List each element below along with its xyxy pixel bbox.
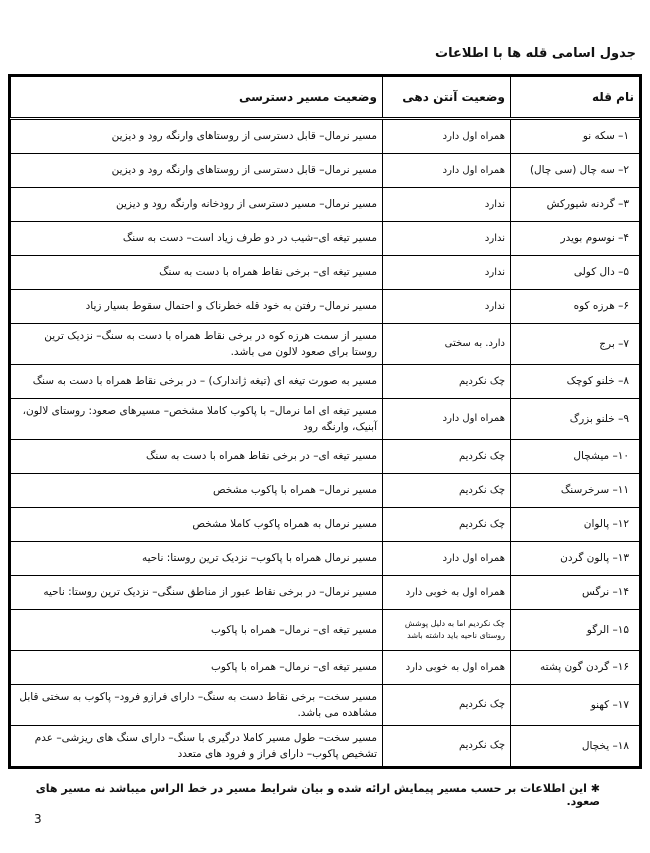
- route-status: مسیر نرمال– قابل دسترسی از روستاهای وارنگه رود و دیزین: [11, 154, 383, 188]
- table-row: [11, 399, 640, 440]
- peak-name: ۳– گردنه شیورکش: [511, 188, 640, 222]
- peak-name: ۱۷– کهنو: [511, 685, 640, 726]
- peak-name: ۱۳– پالون گردن: [511, 542, 640, 576]
- peak-name: ۱۸– یخچال: [511, 726, 640, 767]
- peak-name: ۱۲– پالوان: [511, 508, 640, 542]
- antenna-status: همراه اول به خوبی دارد: [383, 651, 511, 685]
- route-status: مسیر به صورت تیغه ای (تیغه ژاندارک) – در برخی نقاط همراه با دست به سنگ: [11, 365, 383, 399]
- page-title: جدول اسامی قله ها با اطلاعات: [435, 46, 636, 61]
- peak-name: ۲– سه چال (سی چال): [511, 154, 640, 188]
- antenna-status: دارد. به سختی: [383, 324, 511, 365]
- route-status: مسیر نرمال– همراه با پاکوب مشخص: [11, 474, 383, 508]
- antenna-status: همراه اول دارد: [383, 154, 511, 188]
- table-row: [11, 119, 640, 154]
- route-status: مسیر تیغه ای– نرمال– همراه با پاکوب: [11, 651, 383, 685]
- table-row: [11, 576, 640, 610]
- peak-name: ۱۵– الرگو: [511, 610, 640, 651]
- route-status: مسیر تیغه ای–شیب در دو طرف زیاد است– دست به سنگ: [11, 222, 383, 256]
- antenna-status: چک نکردیم: [383, 365, 511, 399]
- route-status: مسیر تیغه ای– نرمال– همراه با پاکوب: [11, 610, 383, 651]
- peak-name: ۱۶– گردن گون پشته: [511, 651, 640, 685]
- table-row: [11, 324, 640, 365]
- peak-name: ۱۱– سرخرسنگ: [511, 474, 640, 508]
- route-status: مسیر نرمال– مسیر دسترسی از رودخانه وارنگه رود و دیزین: [11, 188, 383, 222]
- peak-name: ۵– دال کولی: [511, 256, 640, 290]
- peak-name: ۱– سکه نو: [511, 119, 640, 154]
- peak-name: ۱۴– نرگس: [511, 576, 640, 610]
- page-number: 3: [34, 812, 42, 826]
- table-row: [11, 256, 640, 290]
- route-status: مسیر تیغه ای اما نرمال– با پاکوب کاملا مشخص– مسیرهای صعود: روستای لالون، آبنیک، وارنگه رود: [11, 399, 383, 440]
- peak-name: ۱۰– میشچال: [511, 440, 640, 474]
- peak-name: ۷– برج: [511, 324, 640, 365]
- peak-name: ۶– هرزه کوه: [511, 290, 640, 324]
- antenna-status: چک نکردیم: [383, 474, 511, 508]
- antenna-status: چک نکردیم: [383, 685, 511, 726]
- antenna-status: چک نکردیم: [383, 440, 511, 474]
- antenna-status: چک نکردیم اما به دلیل پوشش روستای ناحیه باید داشته باشد: [383, 610, 511, 651]
- route-status: مسیر نرمال به همراه پاکوب کاملا مشخص: [11, 508, 383, 542]
- antenna-status: همراه اول دارد: [383, 399, 511, 440]
- antenna-status: ندارد: [383, 290, 511, 324]
- peak-name: ۴– نوسوم بویدر: [511, 222, 640, 256]
- route-status: مسیر سخت– طول مسیر کاملا درگیری با سنگ– دارای سنگ های ریزشی– عدم تشخیص پاکوب– دارای فراز و فرود های متعدد: [11, 726, 383, 767]
- antenna-status: ندارد: [383, 256, 511, 290]
- table-row: [11, 290, 640, 324]
- antenna-status: همراه اول دارد: [383, 119, 511, 154]
- antenna-status: ندارد: [383, 188, 511, 222]
- peaks-table-wrapper: [8, 74, 642, 769]
- route-status: مسیر سخت– برخی نقاط دست به سنگ– دارای فرازو فرود– پاکوب به سختی قابل مشاهده می باشد.: [11, 685, 383, 726]
- route-status: مسیر نرمال– قابل دسترسی از روستاهای وارنگه رود و دیزین: [11, 119, 383, 154]
- antenna-status: چک نکردیم: [383, 726, 511, 767]
- route-status: مسیر تیغه ای– در برخی نقاط همراه با دست به سنگ: [11, 440, 383, 474]
- table-row: [11, 542, 640, 576]
- route-status: مسیر نرمال– رفتن به خود قله خطرناک و احتمال سقوط بسیار زیاد: [11, 290, 383, 324]
- table-row: [11, 222, 640, 256]
- table-row: [11, 188, 640, 222]
- peak-name: ۹– خلنو بزرگ: [511, 399, 640, 440]
- table-row: [11, 610, 640, 651]
- antenna-status: همراه اول دارد: [383, 542, 511, 576]
- header-route-status: وضعیت مسیر دسترسی: [11, 77, 383, 119]
- route-status: مسیر نرمال همراه با پاکوب– نزدیک ترین روستا: ناحیه: [11, 542, 383, 576]
- table-row: [11, 651, 640, 685]
- table-row: [11, 508, 640, 542]
- table-row: [11, 474, 640, 508]
- header-antenna-status: وضعیت آنتن دهی: [383, 77, 511, 119]
- table-row: [11, 440, 640, 474]
- antenna-status: ندارد: [383, 222, 511, 256]
- footnote: ✱ این اطلاعات بر حسب مسیر پیمایش ارائه شده و بیان شرایط مسیر در خط الراس میباشد نه مسیر های صعود.: [35, 782, 600, 808]
- route-status: مسیر نرمال– در برخی نقاط عبور از مناطق سنگی– نزدیک ترین روستا: ناحیه: [11, 576, 383, 610]
- table-row: [11, 685, 640, 726]
- antenna-status: چک نکردیم: [383, 508, 511, 542]
- antenna-status: همراه اول به خوبی دارد: [383, 576, 511, 610]
- table-row: [11, 154, 640, 188]
- route-status: مسیر از سمت هرزه کوه در برخی نقاط همراه با دست به سنگ– نزدیک ترین روستا برای صعود لالون می باشد.: [11, 324, 383, 365]
- table-header-row: [11, 77, 640, 119]
- table-row: [11, 365, 640, 399]
- peaks-table: [10, 76, 640, 767]
- peak-name: ۸– خلنو کوچک: [511, 365, 640, 399]
- route-status: مسیر تیغه ای– برخی نقاط همراه با دست به سنگ: [11, 256, 383, 290]
- table-row: [11, 726, 640, 767]
- header-peak-name: نام قله: [511, 77, 640, 119]
